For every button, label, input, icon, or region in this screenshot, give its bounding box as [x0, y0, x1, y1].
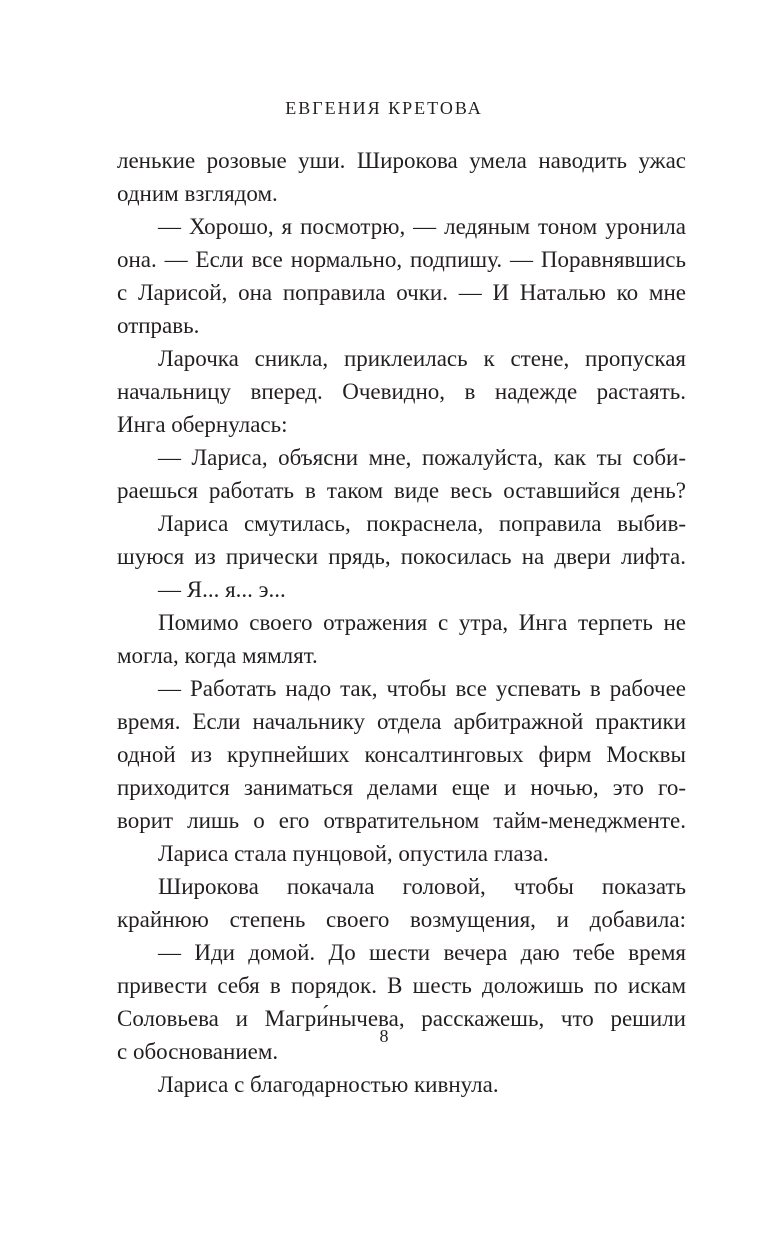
- text-line: одним взглядом.: [117, 181, 278, 206]
- text-line: с Ларисой, она поправила очки. — И Наталью ко мне: [117, 280, 686, 305]
- text-line: — Хорошо, я посмотрю, — ледяным тоном уронила: [158, 214, 686, 239]
- text-line: она. — Если все нормально, подпишу. — Поравнявшись: [117, 247, 686, 272]
- text-line: начальницу вперед. Очевидно, в надежде растаять.: [117, 379, 686, 404]
- running-head: ЕВГЕНИЯ КРЕТОВА: [285, 98, 483, 118]
- text-line: приходится заниматься делами еще и ночью, это го-: [117, 775, 686, 800]
- text-line: — Работать надо так, чтобы все успевать в рабочее: [158, 676, 686, 701]
- text-line: могла, когда мямлят.: [117, 643, 318, 668]
- text-line: Инга обернулась:: [117, 412, 288, 437]
- text-line: раешься работать в таком виде весь оставшийся день?: [117, 478, 686, 503]
- text-line: Лариса с благодарностью кивнула.: [158, 1072, 499, 1097]
- text-line: — Иди домой. До шести вечера даю тебе время: [158, 940, 686, 965]
- text-line: Широкова покачала головой, чтобы показать: [158, 874, 686, 899]
- body-text: [117, 144, 686, 1101]
- text-line: время. Если начальнику отдела арбитражной практики: [117, 709, 686, 734]
- text-line: ленькие розовые уши. Широкова умела наводить ужас: [117, 148, 686, 173]
- text-line: Помимо своего отражения с утра, Инга терпеть не: [158, 610, 686, 635]
- text-line: Соловьева и Магри́нычева, расскажешь, что решили: [117, 1006, 686, 1031]
- text-line: одной из крупнейших консалтинговых фирм Москвы: [117, 742, 686, 767]
- text-line: — Лариса, объясни мне, пожалуйста, как ты соби-: [158, 445, 686, 470]
- page-number: 8: [379, 1026, 389, 1046]
- text-line: Лариса стала пунцовой, опустила глаза.: [158, 841, 549, 866]
- text-line: отправь.: [117, 313, 200, 338]
- text-line: Ларочка сникла, приклеилась к стене, пропуская: [158, 346, 686, 371]
- text-line: Лариса смутилась, покраснела, поправила выбив-: [158, 511, 686, 536]
- text-line: — Я... я... э...: [158, 577, 286, 602]
- text-line: привести себя в порядок. В шесть доложишь по искам: [117, 973, 686, 998]
- text-line: крайнюю степень своего возмущения, и добавила:: [117, 907, 686, 932]
- text-line: шуюся из прически прядь, покосилась на двери лифта.: [117, 544, 686, 569]
- text-line: с обоснованием.: [117, 1039, 279, 1064]
- text-line: ворит лишь о его отвратительном тайм-менеджменте.: [117, 808, 686, 833]
